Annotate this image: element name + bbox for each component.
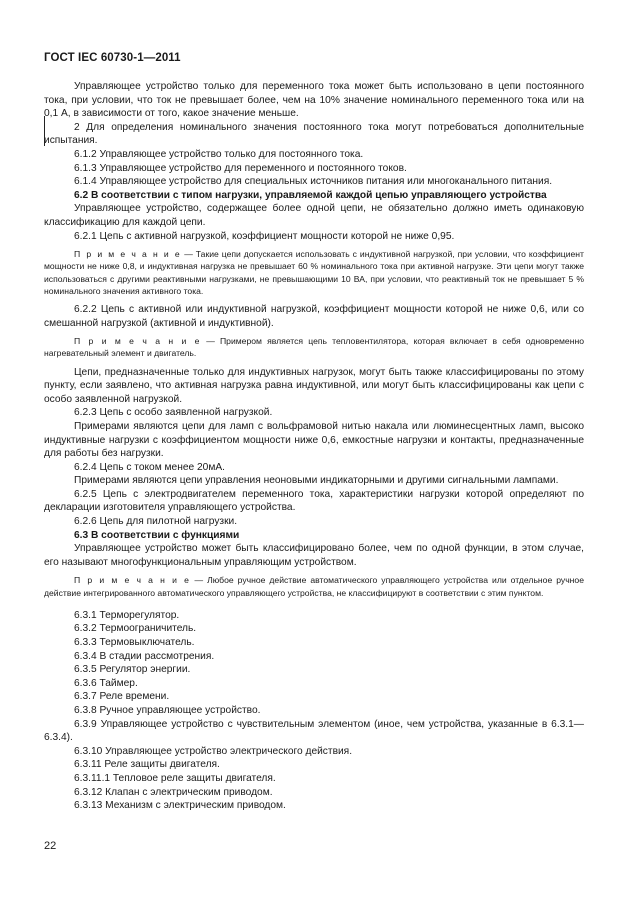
list-item: 6.3.11 Реле защиты двигателя. bbox=[74, 759, 220, 771]
list-item: 6.3.10 Управляющее устройство электрического действия. bbox=[74, 745, 353, 757]
clause-6-1-3: 6.1.3 Управляющее устройство для переменного и постоянного токов. bbox=[74, 162, 407, 174]
clause-6-2-6: 6.2.6 Цепь для пилотной нагрузки. bbox=[74, 516, 238, 528]
list-item: 6.3.6 Таймер. bbox=[74, 677, 138, 689]
note-label: П р и м е ч а н и е bbox=[74, 575, 191, 586]
clause-6-2-2: 6.2.2 Цепь с активной или индуктивной нагрузкой, коэффициент мощности которой не ниже 0,6, или со смешанной нагрузкой (активной и индуктивной). bbox=[44, 303, 584, 329]
note-1 bbox=[44, 248, 584, 297]
list-item: 6.3.7 Реле времени. bbox=[74, 691, 170, 703]
paragraph: Цепи, предназначенные только для индуктивных нагрузок, могут быть также классифицированы по этому пункту, если заявлено, что активная нагрузка равна индуктивной, или могут быть классифицированы как цепи с особо заявленной нагрузкой. bbox=[44, 366, 584, 405]
list-item: 6.3.1 Терморегулятор. bbox=[74, 609, 180, 621]
list-item: 6.3.13 Механизм с электрическим приводом. bbox=[74, 800, 286, 812]
note-text: — Любое ручное действие автоматического управляющего устройства или отдельное ручное действие интегрированного автоматического управляющего устройства, не классифицируют в соответствии с этим пунктом. bbox=[44, 575, 584, 598]
page-number: 22 bbox=[44, 840, 57, 852]
list-item: 6.3.12 Клапан с электрическим приводом. bbox=[74, 786, 273, 798]
clause-6-1-4: 6.1.4 Управляющее устройство для специальных источников питания или многоканального питания. bbox=[74, 176, 553, 188]
note-label: П р и м е ч а н и е bbox=[74, 249, 182, 260]
clause-6-3-9: 6.3.9 Управляющее устройство с чувствительным элементом (иное, чем устройства, указанные в 6.3.1—6.3.4). bbox=[44, 718, 584, 744]
paragraph: Примерами являются цепи управления неоновыми индикаторными и другими сигнальными лампами. bbox=[74, 475, 559, 487]
clause-6-2-5: 6.2.5 Цепь с электродвигателем переменного тока, характеристики нагрузки которой определяют по декларации изготовителя управляющего устройства. bbox=[44, 488, 584, 514]
list-item: 6.3.2 Термоограничитель. bbox=[74, 623, 197, 635]
paragraph: Управляющее устройство, содержащее более одной цепи, не обязательно должно иметь одинаковую классификацию для каждой цепи. bbox=[44, 203, 584, 228]
note-text: — Примером является цепь тепловентилятора, которая включает в себя одновременно нагревательный элемент и двигатель. bbox=[44, 336, 584, 359]
document-header: ГОСТ IEC 60730-1—2011 bbox=[44, 52, 181, 64]
paragraph: 2 Для определения номинального значения постоянного тока могут потребоваться дополнительные испытания. bbox=[44, 121, 584, 147]
list-item: 6.3.5 Регулятор энергии. bbox=[74, 664, 191, 676]
note-2 bbox=[44, 335, 584, 359]
note-text: — Такие цепи допускается использовать с индуктивной нагрузкой, при условии, что коэффициент мощности не ниже 0,8, и индуктивная нагрузка не превышает 60 % номинального тока при активной нагрузке. Эти цепи могут также использоваться с другими реактивными нагрузками, не превышающими 10 ВА, при условии, что реактивный ток не превышает 5 % номинального значения активного тока. bbox=[44, 249, 584, 296]
clause-6-2-4: 6.2.4 Цепь с током менее 20мА. bbox=[74, 461, 225, 473]
clause-6-1-2: 6.1.2 Управляющее устройство только для постоянного тока. bbox=[74, 148, 364, 160]
list-item: 6.3.4 В стадии рассмотрения. bbox=[74, 650, 215, 662]
list-item: 6.3.8 Ручное управляющее устройство. bbox=[74, 705, 261, 716]
paragraph: Примерами являются цепи для ламп с вольфрамовой нитью накала или люминесцентных ламп, высоко индуктивные нагрузки с коэффициентом мощности ниже 0,6, емкостные нагрузки и контакты, предназначенные для работы без нагрузки. bbox=[44, 420, 584, 460]
note-label: П р и м е ч а н и е bbox=[74, 336, 202, 347]
clause-6-2-3: 6.2.3 Цепь с особо заявленной нагрузкой. bbox=[74, 407, 273, 419]
paragraph: Управляющее устройство может быть классифицировано более, чем по одной функции, в этом случае, его называют многофункциональным управляющим устройством. bbox=[44, 543, 584, 568]
section-heading-6-3: 6.3 В соответствии с функциями bbox=[74, 529, 240, 541]
page-body bbox=[44, 80, 584, 813]
list-item: 6.3.11.1 Тепловое реле защиты двигателя. bbox=[74, 772, 276, 784]
section-heading-6-2: 6.2 В соответствии с типом нагрузки, управляемой каждой цепью управляющего устройства bbox=[74, 189, 547, 201]
note-3 bbox=[44, 574, 584, 598]
paragraph: Управляющее устройство только для переменного тока может быть использовано в цепи постоянного тока, при условии, что ток не превышает более, чем на 10% значение номинального переменного тока или на 0,1 А, в зависимости от того, какое значение меньше. bbox=[44, 81, 584, 120]
clause-6-2-1: 6.2.1 Цепь с активной нагрузкой, коэффициент мощности которой не ниже 0,95. bbox=[74, 230, 455, 242]
list-item: 6.3.3 Термовыключатель. bbox=[74, 637, 195, 649]
